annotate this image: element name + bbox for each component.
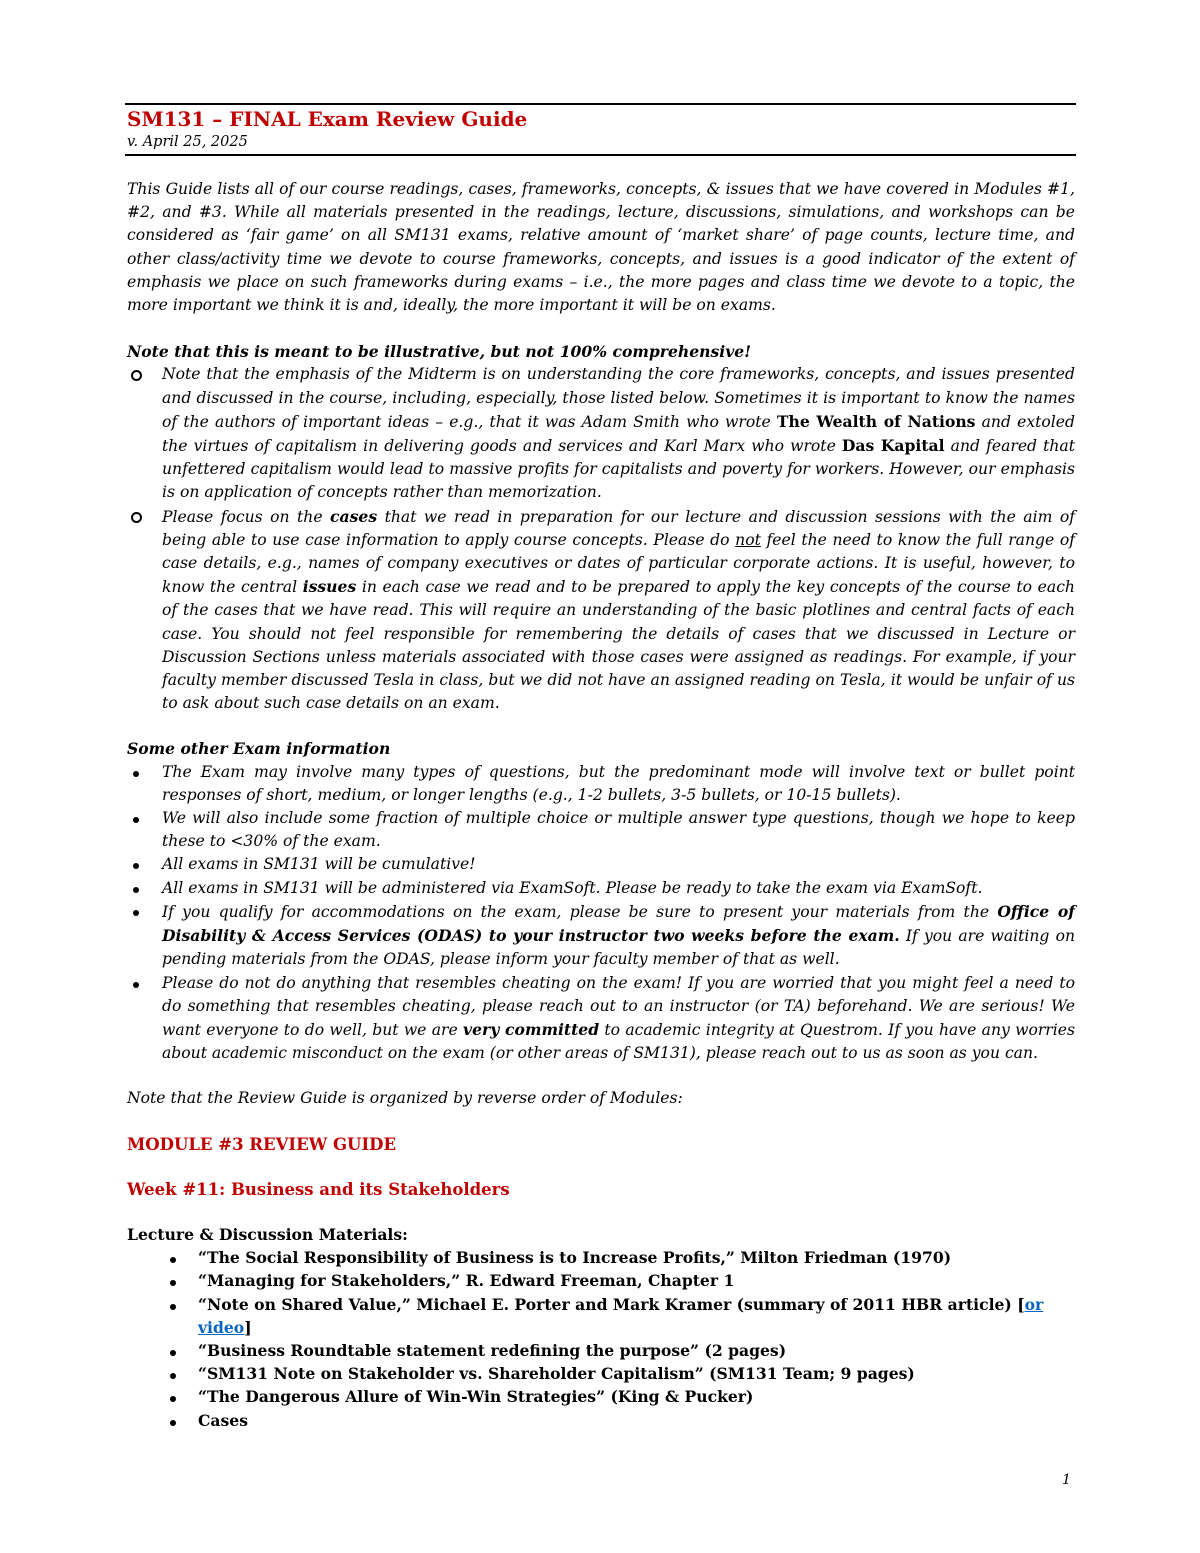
bullet-dot-icon	[170, 1373, 176, 1379]
ring-bullet-icon	[131, 512, 142, 523]
bullet-dot-icon	[170, 1420, 176, 1426]
order-note: Note that the Review Guide is organized by reverse order of Modules:	[127, 1089, 683, 1108]
materials-list	[127, 1246, 1075, 1432]
intro-paragraph: This Guide lists all of our course readings, cases, frameworks, concepts, & issues that we have covered in Modules #1, #2, and #3. While all materials presented in the readings, lecture, discussions, simulations, and workshops can be considered as ‘fair game’ on all SM131 exams, relative amount of ‘market share’ of page counts, lecture time, and other class/activity time we devote to course frameworks, concepts, and issues is a good indicator of the extent of emphasis we place on such frameworks during exams – i.e., the more pages and class time we devote to a topic, the more important we think it is and, ideally, the more important it will be on exams.	[127, 180, 1075, 315]
bullet-dot-icon	[170, 1350, 176, 1356]
bullet-dot-icon	[133, 887, 139, 893]
list-item: “The Dangerous Allure of Win-Win Strategies” (King & Pucker)	[127, 1385, 1075, 1408]
list-item: All exams in SM131 will be administered via ExamSoft. Please be ready to take the exam via ExamSoft.	[127, 877, 1075, 900]
note-list	[127, 363, 1075, 715]
list-item: “Managing for Stakeholders,” R. Edward Freeman, Chapter 1	[127, 1269, 1075, 1292]
bullet-dot-icon	[133, 771, 139, 777]
exam-info-heading: Some other Exam information	[127, 739, 391, 759]
video-link[interactable]: or video	[198, 1294, 1044, 1337]
book-title: The Wealth of Nations	[776, 411, 976, 431]
bullet-dot-icon	[170, 1396, 176, 1402]
list-item: “Note on Shared Value,” Michael E. Porter and Mark Kramer (summary of 2011 HBR article) [or video]	[127, 1293, 1075, 1339]
bullet-dot-icon	[133, 863, 139, 869]
bullet-dot-icon	[133, 910, 139, 916]
book-title: Das Kapital	[841, 436, 945, 456]
document-body	[127, 178, 1075, 1432]
list-item: The Exam may involve many types of questions, but the predominant mode will involve text or bullet point responses of short, medium, or longer lengths (e.g., 1-2 bullets, 3-5 bullets, or 10-15 bullets).	[127, 761, 1075, 807]
list-item: All exams in SM131 will be cumulative!	[127, 853, 1075, 876]
list-item: Please do not do anything that resembles cheating on the exam! If you are worried that you might feel a need to do something that resembles cheating, please reach out to an instructor (or TA) beforehand. We are serious! We want everyone to do well, but we are very committed to academic integrity at Questrom. If you have any worries about academic misconduct on the exam (or other areas of SM131), please reach out to us as soon as you can.	[127, 972, 1075, 1066]
top-rule	[125, 103, 1076, 105]
bullet-dot-icon	[170, 1257, 176, 1263]
materials-heading: Lecture & Discussion Materials:	[127, 1224, 408, 1244]
bullet-dot-icon	[170, 1304, 176, 1310]
list-item: Note that the emphasis of the Midterm is on understanding the core frameworks, concepts, and issues presented and discussed in the course, including, especially, those listed below. Sometimes it is important to know the names of the authors of important ideas – e.g., that it was Adam Smith who wrote The Wealth of Nations and extoled the virtues of capitalism in delivering goods and services and Karl Marx who wrote Das Kapital and feared that unfettered capitalism would lead to massive profits for capitalists and poverty for workers. However, our emphasis is on application of concepts rather than memorization.	[127, 363, 1075, 504]
list-item: “SM131 Note on Stakeholder vs. Shareholder Capitalism” (SM131 Team; 9 pages)	[127, 1362, 1075, 1385]
list-item: Cases	[127, 1409, 1075, 1432]
list-item: We will also include some fraction of multiple choice or multiple answer type questions, though we hope to keep these to <30% of the exam.	[127, 807, 1075, 853]
list-item: “Business Roundtable statement redefining the purpose” (2 pages)	[127, 1339, 1075, 1362]
bullet-dot-icon	[133, 982, 139, 988]
document-title: SM131 – FINAL Exam Review Guide	[127, 107, 528, 131]
exam-info-list	[127, 761, 1075, 1066]
header-bottom-rule	[125, 154, 1076, 156]
bullet-dot-icon	[170, 1280, 176, 1286]
note-heading: Note that this is meant to be illustrative, but not 100% comprehensive!	[127, 342, 752, 362]
module-heading: MODULE #3 REVIEW GUIDE	[127, 1134, 397, 1154]
week-heading: Week #11: Business and its Stakeholders	[127, 1179, 510, 1199]
bullet-dot-icon	[133, 817, 139, 823]
version-date: v. April 25, 2025	[127, 134, 248, 150]
ring-bullet-icon	[131, 370, 142, 381]
page-number: 1	[1062, 1472, 1071, 1488]
list-item: Please focus on the cases that we read in preparation for our lecture and discussion sessions with the aim of being able to use case information to apply course concepts. Please do not feel the need to know the full range of case details, e.g., names of company executives or dates of particular corporate actions. It is useful, however, to know the central issues in each case we read and to be prepared to apply the key concepts of the course to each of the cases that we have read. This will require an understanding of the basic plotlines and central facts of each case. You should not feel responsible for remembering the details of cases that we discussed in Lecture or Discussion Sections unless materials associated with those cases were assigned as readings. For example, if your faculty member discussed Tesla in class, but we did not have an assigned reading on Tesla, it would be unfair of us to ask about such case details on an exam.	[127, 505, 1075, 716]
list-item: “The Social Responsibility of Business is to Increase Profits,” Milton Friedman (1970)	[127, 1246, 1075, 1269]
list-item: If you qualify for accommodations on the exam, please be sure to present your materials from the Office of Disability & Access Services (ODAS) to your instructor two weeks before the exam. If you are waiting on pending materials from the ODAS, please inform your faculty member of that as well.	[127, 900, 1075, 972]
